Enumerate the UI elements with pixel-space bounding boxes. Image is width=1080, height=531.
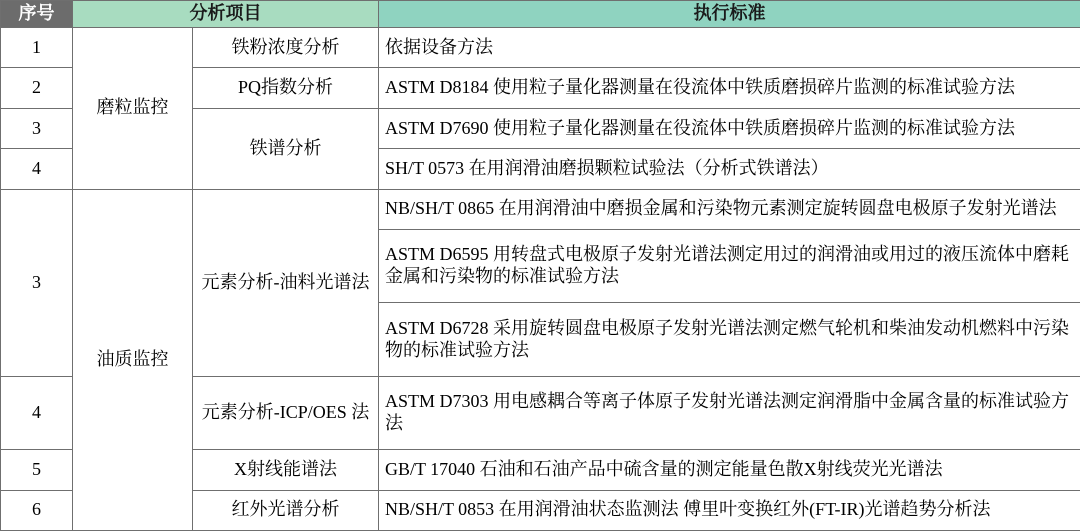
cell-seq: 4 <box>1 376 73 449</box>
cell-group-name: 磨粒监控 <box>73 27 193 189</box>
table-header <box>1 1 1080 28</box>
cell-seq: 3 <box>1 108 73 148</box>
cell-standard: ASTM D6595 用转盘式电极原子发射光谱法测定用过的润滑油或用过的液压流体中磨耗金属和污染物的标准试验方法 <box>379 230 1080 303</box>
cell-item: 红外光谱分析 <box>193 490 379 530</box>
table-row <box>1 27 1080 67</box>
cell-seq: 3 <box>1 189 73 376</box>
cell-item: 元素分析-油料光谱法 <box>193 189 379 376</box>
cell-standard: ASTM D7690 使用粒子量化器测量在役流体中铁质磨损碎片监测的标准试验方法 <box>379 108 1080 148</box>
table-row <box>1 189 1080 229</box>
cell-seq: 2 <box>1 68 73 108</box>
cell-seq: 1 <box>1 27 73 67</box>
cell-seq: 5 <box>1 450 73 490</box>
cell-item: 铁粉浓度分析 <box>193 27 379 67</box>
cell-item: 元素分析-ICP/OES 法 <box>193 376 379 449</box>
table-body <box>1 27 1080 530</box>
cell-item: X射线能谱法 <box>193 450 379 490</box>
cell-seq: 4 <box>1 149 73 189</box>
cell-standard: NB/SH/T 0865 在用润滑油中磨损金属和污染物元素测定旋转圆盘电极原子发射光谱法 <box>379 189 1080 229</box>
cell-item: 铁谱分析 <box>193 108 379 189</box>
cell-standard: ASTM D7303 用电感耦合等离子体原子发射光谱法测定润滑脂中金属含量的标准试验方法 <box>379 376 1080 449</box>
header-analysis-item: 分析项目 <box>73 1 379 28</box>
cell-standard: ASTM D8184 使用粒子量化器测量在役流体中铁质磨损碎片监测的标准试验方法 <box>379 68 1080 108</box>
cell-standard: SH/T 0573 在用润滑油磨损颗粒试验法（分析式铁谱法） <box>379 149 1080 189</box>
cell-item: PQ指数分析 <box>193 68 379 108</box>
header-standard: 执行标准 <box>379 1 1080 28</box>
table-header-row <box>1 1 1080 28</box>
cell-seq: 6 <box>1 490 73 530</box>
cell-standard: 依据设备方法 <box>379 27 1080 67</box>
cell-standard: GB/T 17040 石油和石油产品中硫含量的测定能量色散X射线荧光光谱法 <box>379 450 1080 490</box>
header-seq: 序号 <box>1 1 73 28</box>
cell-group-name: 油质监控 <box>73 189 193 530</box>
cell-standard: ASTM D6728 采用旋转圆盘电极原子发射光谱法测定燃气轮机和柴油发动机燃料中污染物的标准试验方法 <box>379 303 1080 376</box>
cell-standard: NB/SH/T 0853 在用润滑油状态监测法 傅里叶变换红外(FT-IR)光谱趋势分析法 <box>379 490 1080 530</box>
